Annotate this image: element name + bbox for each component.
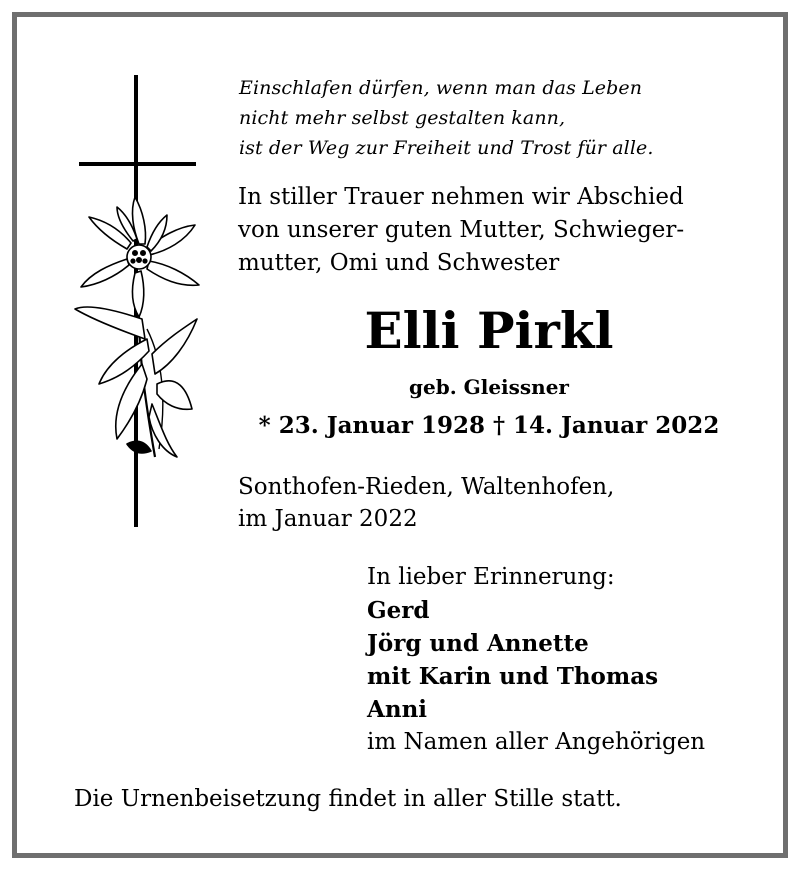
mourner-name: Jörg und Annette [367, 630, 589, 657]
obituary-frame [12, 12, 788, 858]
memory-heading: In lieber Erinnerung: [367, 564, 615, 590]
life-dates: * 23. Januar 1928 † 14. Januar 2022 [258, 412, 720, 439]
birth-name: geb. Gleissner [409, 375, 569, 399]
poem [239, 73, 759, 163]
mourner-name: mit Karin und Thomas [367, 663, 659, 690]
announcement-line: mutter, Omi und Schwester [238, 250, 560, 276]
mourner-name: Anni [367, 696, 428, 723]
edelweiss-icon [67, 189, 212, 464]
place-line: Sonthofen-Rieden, Waltenhofen, [238, 474, 615, 500]
poem-line: Einschlafen dürfen, wenn man das Leben [239, 77, 643, 99]
announcement-text [238, 181, 758, 280]
place-and-date [238, 471, 758, 535]
obituary-content [17, 17, 783, 853]
burial-notice: Die Urnenbeisetzung findet in aller Stille statt. [74, 786, 622, 812]
poem-line: nicht mehr selbst gestalten kann, [239, 107, 566, 129]
cross-bar [79, 162, 196, 166]
announcement-line: In stiller Trauer nehmen wir Abschied [238, 184, 684, 210]
poem-line: ist der Weg zur Freiheit und Trost für alle. [239, 137, 654, 159]
mourners-block [367, 561, 767, 759]
memory-closing: im Namen aller Angehörigen [367, 729, 706, 755]
place-line: im Januar 2022 [238, 506, 418, 532]
announcement-line: von unserer guten Mutter, Schwieger- [238, 217, 685, 243]
deceased-name: Elli Pirkl [364, 301, 614, 360]
mourner-name: Gerd [367, 597, 430, 624]
